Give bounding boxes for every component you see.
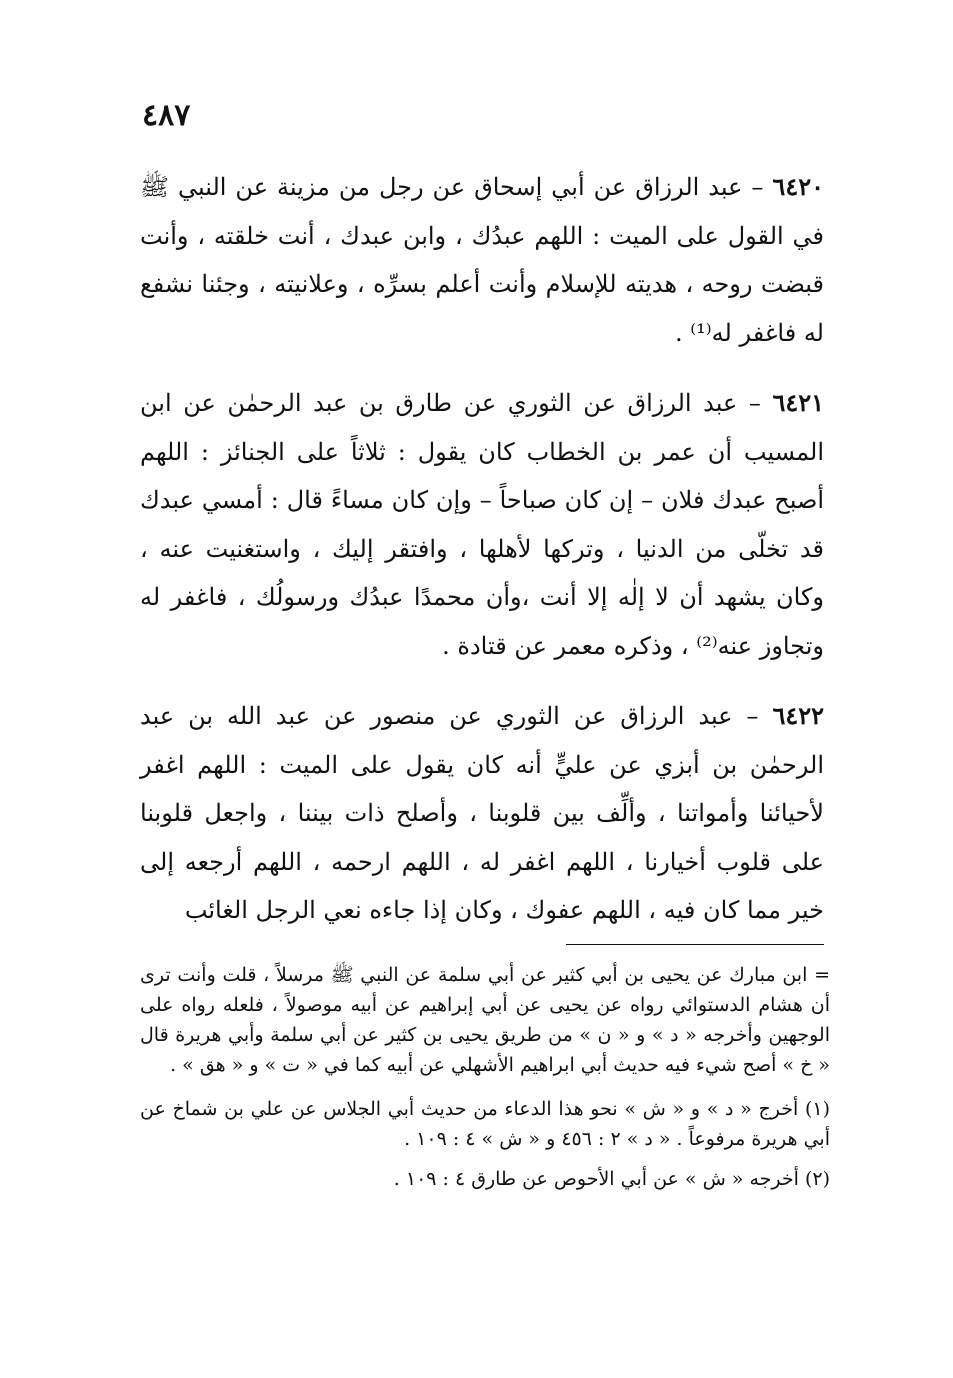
hadith-number: ٦٤٢٠ [772,172,824,201]
hadith-number: ٦٤٢٢ [772,701,824,730]
footnote-divider [566,944,824,945]
hadith-number: ٦٤٢١ [772,388,824,417]
page-number: ٤٨٧ [142,98,191,133]
footnote-2: (٢) أخرجه « ش » عن أبي الأحوص عن طارق ٤ : ١٠٩ . [393,1168,830,1190]
footnotes [140,960,830,1204]
hadith-6420 [140,163,824,357]
hadith-6421 [140,379,824,670]
hadith-text: – عبد الرزاق عن الثوري عن طارق بن عبد الرحمٰن عن ابن المسيب أن عمر بن الخطاب كان يقول : ثلاثاً على الجنائز : اللهم أصبح عبدك فلان – إن كان صباحاً – وإن كان مساءً قال : أمسي عبدك قد تخلّى من الدنيا ، وتركها لأهلها ، وافتقر إليك ، واستغنيت عنه ، وكان يشهد أن لا إلٰه إلا أنت ،وأن محمدًا عبدُك ورسولُك ، فاغفر له وتجاوز عنه⁽²⁾ ، وذكره معمر عن قتادة . [140,389,824,660]
hadith-text: – عبد الرزاق عن الثوري عن منصور عن عبد الله بن عبد الرحمٰن بن أبزي عن عليٍّ أنه كان يقول على الميت : اللهم اغفر لأحيائنا وأمواتنا ، وألِّف بين قلوبنا ، وأصلح ذات بيننا ، واجعل قلوبنا على قلوب أخيارنا ، اللهم اغفر له ، اللهم ارحمه ، اللهم أرجعه إلى خير مما كان فيه ، اللهم عفوك ، وكان إذا جاءه نعي الرجل الغائب [140,702,824,924]
hadith-paragraph [140,163,824,357]
hadith-text: – عبد الرزاق عن أبي إسحاق عن رجل من مزينة عن النبي ﷺ في القول على الميت : اللهم عبدُك ، وابن عبدك ، أنت خلقته ، وأنت قبضت روحه ، هديته للإسلام وأنت أعلم بسرِّه ، وعلانيته ، وجئنا نشفع له فاغفر له⁽¹⁾ . [140,173,824,347]
hadith-paragraph [140,379,824,670]
footnote-1: (١) أخرج « د » و « ش » نحو هذا الدعاء من حديث أبي الجلاس عن علي بن شماخ عن أبي هريرة مرفوعاً . « د » ٢ : ٤٥٦ و « ش » ٤ : ١٠٩ . [140,1098,830,1150]
hadith-6422 [140,692,824,935]
hadith-paragraph [140,692,824,935]
footnote-continuation: = ابن مبارك عن يحيى بن أبي كثير عن أبي سلمة عن النبي ﷺ مرسلاً ، قلت وأنت ترى أن هشام الدستوائي رواه عن يحيى عن أبي إبراهيم عن أبيه موصولاً ، فلعله رواه على الوجهين وأخرجه « د » و « ن » من طريق يحيى بن كثير عن أبي سلمة وأبي هريرة قال « خ » أصح شيء فيه حديث أبي ابراهيم الأشهلي عن أبيه كما في « ت » و « هق » . [140,964,830,1076]
